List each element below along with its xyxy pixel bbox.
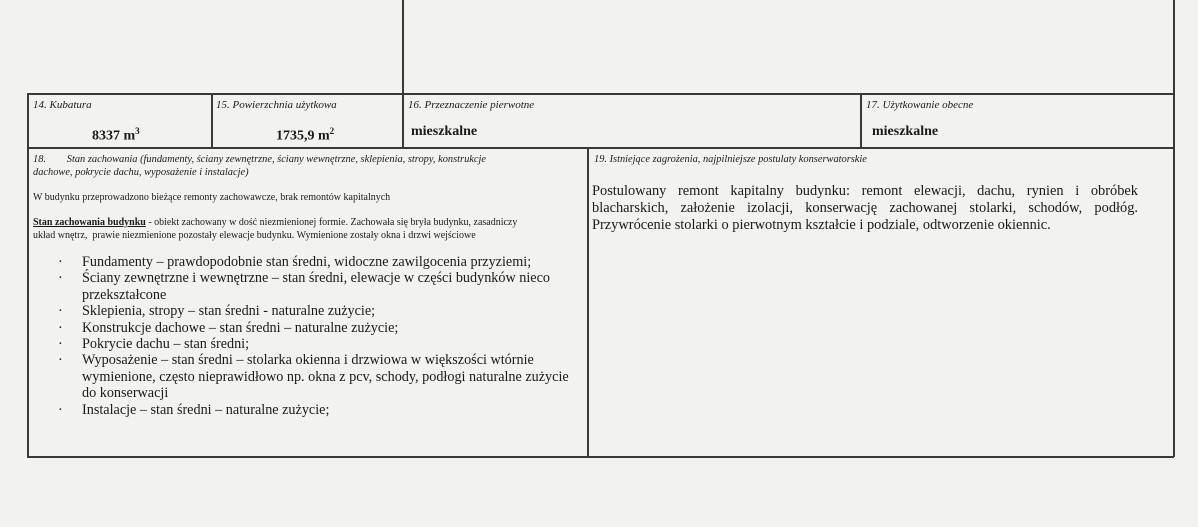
right-border-top bbox=[1173, 0, 1175, 457]
divider-14-15 bbox=[211, 93, 213, 148]
bullet-icon: · bbox=[58, 319, 63, 336]
postulaty-text: Postulowany remont kapitalny budynku: remont elewacji, dachu, rynien i obróbek blacharskich, założenie izolacji, konserwację zachowanej stolarki, schodów, podłóg. Przywrócenie stolarki o pierwotnym kształcie i podziale, odtworzenie okiennic. bbox=[592, 183, 1138, 233]
list-item-text: Ściany zewnętrzne i wewnętrzne – stan średni, elewacje w części budynków nieco przekształcone bbox=[82, 270, 550, 303]
bullet-icon: · bbox=[58, 336, 63, 353]
list-item bbox=[58, 303, 588, 319]
stan-zachowania-caption-2: dachowe, pokrycie dachu, wyposażenie i instalacje) bbox=[33, 167, 249, 178]
stan-elementow-list bbox=[58, 254, 588, 418]
powierzchnia-number: 1735,9 m bbox=[276, 128, 330, 144]
top-divider-line bbox=[402, 0, 404, 94]
kubatura-caption: 14. Kubatura bbox=[33, 99, 92, 111]
bullet-icon: · bbox=[58, 254, 63, 270]
list-item-text: Sklepienia, stropy – stan średni - naturalne zużycie; bbox=[82, 303, 376, 320]
bullet-icon: · bbox=[58, 401, 63, 418]
stan-budynku-text-1: - obiekt zachowany w dość niezmienionej formie. Zachowała się bryła budynku, zasadniczy bbox=[145, 217, 518, 228]
bullet-icon: · bbox=[58, 270, 63, 287]
kubatura-number: 8337 m bbox=[92, 128, 136, 144]
list-item bbox=[58, 320, 588, 336]
row-top-line bbox=[27, 93, 1174, 95]
powierzchnia-value bbox=[276, 123, 334, 145]
divider-16-17 bbox=[860, 93, 862, 148]
list-item-text: Wyposażenie – stan średni – stolarka okienna i drzwiowa w większości wtórnie wymienione, często nieprawidłowo np. okna z pcv, schody, podłogi naturalne zużycie do konserwacji bbox=[82, 352, 569, 402]
row-mid-line bbox=[27, 147, 1174, 149]
przeznaczenie-value: mieszkalne bbox=[411, 124, 478, 139]
list-item-text: Fundamenty – prawdopodobnie stan średni, widoczne zawilgocenia przyziemi; bbox=[82, 254, 532, 270]
row-bottom-line bbox=[27, 456, 1174, 458]
list-item-text: Konstrukcje dachowe – stan średni – naturalne zużycie; bbox=[82, 319, 399, 336]
stan-budynku-text-2: układ wnętrz, prawie niezmienione pozostały elewacje budynku. Wymienione zostały okna i drzwi wejściowe bbox=[33, 230, 476, 241]
stan-zachowania-caption-1: 18. Stan zachowania (fundamenty, ściany zewnętrzne, ściany wewnętrzne, sklepienia, stropy, konstrukcje bbox=[33, 154, 486, 165]
bullet-icon: · bbox=[58, 303, 63, 320]
remont-note: W budynku przeprowadzono bieżące remonty zachowawcze, brak remontów kapitalnych bbox=[33, 192, 391, 203]
uzytkowanie-caption: 17. Użytkowanie obecne bbox=[866, 99, 974, 111]
list-item-text: Pokrycie dachu – stan średni; bbox=[82, 336, 250, 353]
uzytkowanie-value: mieszkalne bbox=[872, 124, 939, 139]
powierzchnia-caption: 15. Powierzchnia użytkowa bbox=[216, 99, 337, 111]
stan-budynku-paragraph bbox=[33, 216, 583, 229]
powierzchnia-exponent: 2 bbox=[329, 126, 335, 136]
list-item bbox=[58, 336, 588, 352]
stan-budynku-label: Stan zachowania budynku bbox=[33, 217, 146, 228]
list-item bbox=[58, 270, 588, 303]
list-item-text: Instalacje – stan średni – naturalne zużycie; bbox=[82, 401, 330, 418]
zagrozenia-caption: 19. Istniejące zagrożenia, najpilniejsze postulaty konserwatorskie bbox=[594, 154, 867, 165]
divider-15-16 bbox=[402, 93, 404, 148]
bullet-icon: · bbox=[58, 352, 63, 369]
list-item bbox=[58, 352, 588, 401]
kubatura-value bbox=[92, 123, 140, 145]
list-item bbox=[58, 254, 588, 270]
przeznaczenie-caption: 16. Przeznaczenie pierwotne bbox=[408, 99, 535, 111]
kubatura-exponent: 3 bbox=[135, 126, 140, 136]
list-item bbox=[58, 402, 588, 418]
